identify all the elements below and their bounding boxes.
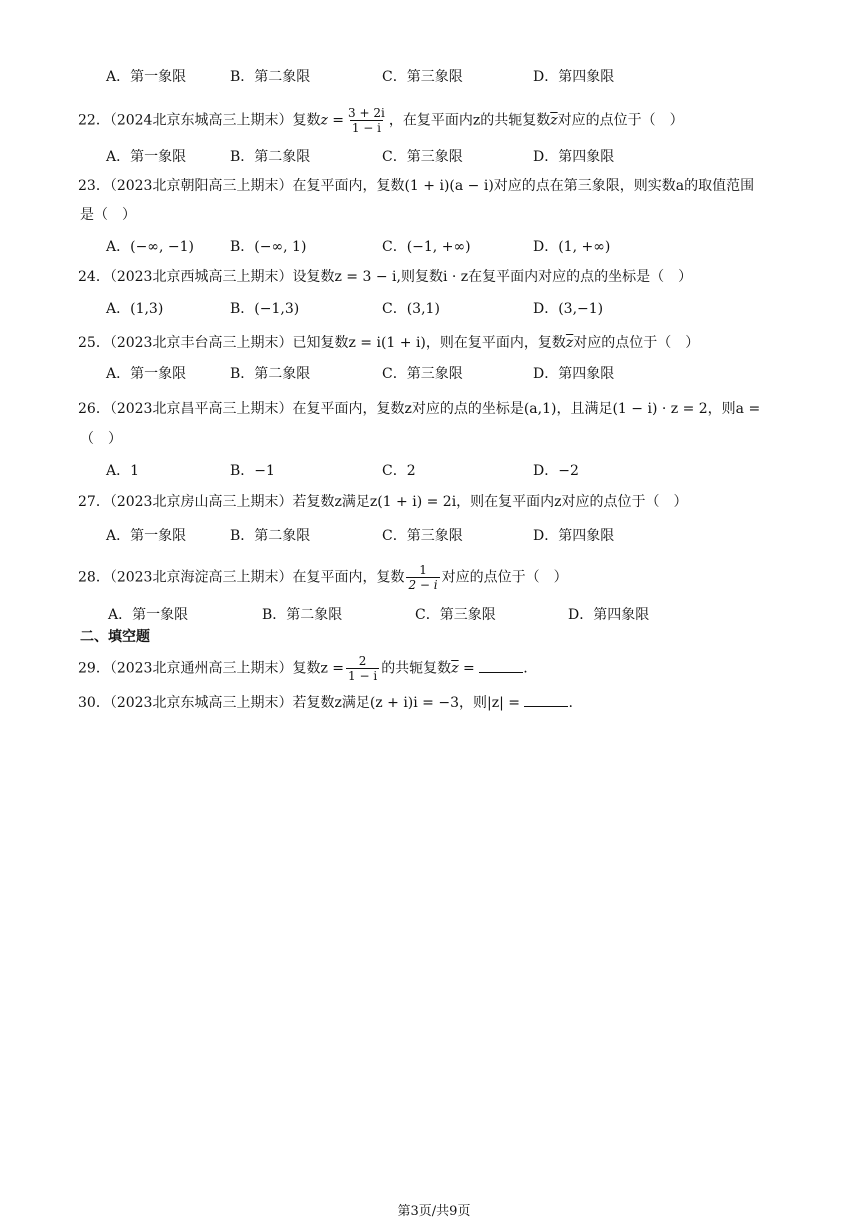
- q25-conj: $\overline{z}$: [565, 335, 574, 351]
- q27-text: 若复数z满足z(1 + i) = 2i，则在复平面内z对应的点位于（ ）: [292, 494, 688, 510]
- q22-option-b: B．第二象限: [230, 149, 311, 165]
- q25-option-a: A．第一象限: [106, 366, 187, 382]
- q22-option-c: C．第三象限: [382, 149, 463, 165]
- q28-frac-den: 2 − i: [408, 578, 438, 592]
- q22-conj: $\overline{z}$: [550, 112, 558, 129]
- q28-option-a: A．第一象限: [108, 607, 189, 623]
- q27-option-a: A．第一象限: [106, 528, 187, 544]
- q26-option-b: B．−1: [230, 463, 275, 479]
- question-25: [78, 334, 699, 352]
- q25-option-d: D．第四象限: [533, 366, 615, 382]
- q28-frac-num: 1: [419, 563, 427, 577]
- q24-option-c: C．(3,1): [382, 301, 440, 317]
- question-30: [78, 694, 573, 712]
- q24-text: 设复数z = 3 − i,则复数i · z在复平面内对应的点的坐标是（ ）: [292, 269, 693, 285]
- q26-source: （2023北京昌平高三上期末）: [109, 401, 293, 417]
- q22-math: z =: [320, 112, 345, 129]
- q26-option-d: D．−2: [533, 463, 579, 479]
- question-29: [78, 654, 528, 683]
- q23-text: 在复平面内，复数(1 + i)(a − i)对应的点在第三象限，则实数a的取值范围: [292, 178, 755, 194]
- q27-source: （2023北京房山高三上期末）: [109, 494, 293, 510]
- question-28: [78, 563, 568, 592]
- q25-source: （2023北京丰台高三上期末）: [109, 335, 293, 351]
- q29-frac-den: 1 − i: [348, 669, 378, 683]
- q29-post: 的共轭复数: [381, 660, 452, 677]
- q26-text: 在复平面内，复数z对应的点的坐标是(a,1)，且满足(1 − i) · z = 2，则a =: [292, 401, 761, 417]
- q29-end: .: [523, 660, 528, 677]
- q24-option-a: A．(1,3): [106, 301, 164, 317]
- q23-option-d: D．(1, +∞): [533, 239, 611, 255]
- q28-number: 28．: [78, 569, 110, 586]
- q30-number: 30．: [78, 695, 110, 711]
- q22-frac-num: 3 + 2i: [348, 106, 385, 120]
- q22-source: （2024北京东城高三上期末）: [109, 112, 293, 129]
- q28-option-b: B．第二象限: [262, 607, 343, 623]
- q28-tail: 对应的点位于（ ）: [441, 569, 568, 586]
- q29-frac-num: 2: [358, 654, 367, 668]
- q29-answer-blank[interactable]: [479, 660, 523, 673]
- question-22: [78, 106, 684, 135]
- q26-option-c: C．2: [382, 463, 416, 479]
- q29-source: （2023北京通州高三上期末）: [109, 660, 293, 677]
- q21-option-d: D．第四象限: [533, 69, 615, 85]
- q28-option-d: D．第四象限: [568, 607, 650, 623]
- q25-option-b: B．第二象限: [230, 366, 311, 382]
- q23-option-c: C．(−1, +∞): [382, 239, 471, 255]
- q21-option-b: B．第二象限: [230, 69, 311, 85]
- q22-tail: 对应的点位于（ ）: [557, 112, 684, 129]
- q27-option-b: B．第二象限: [230, 528, 311, 544]
- question-24: [78, 268, 692, 286]
- q27-option-c: C．第三象限: [382, 528, 463, 544]
- page-footer: 第3页/共9页: [397, 1204, 471, 1219]
- q28-source: （2023北京海淀高三上期末）: [109, 569, 293, 586]
- q22-frac-den: 1 − i: [351, 121, 381, 135]
- q23-text-cont: 是（ ）: [80, 207, 136, 223]
- q22-option-a: A．第一象限: [106, 149, 187, 165]
- q22-post: ，在复平面内z的共轭复数: [388, 112, 551, 129]
- q29-conj: $\overline{z}$: [451, 660, 459, 677]
- section-title-fill-in: 二、填空题: [80, 629, 150, 645]
- q22-option-d: D．第四象限: [533, 149, 615, 165]
- question-26: [78, 400, 760, 418]
- q23-source: （2023北京朝阳高三上期末）: [109, 178, 293, 194]
- q28-pre: 在复平面内，复数: [292, 569, 405, 586]
- q29-number: 29．: [78, 660, 110, 677]
- q30-source: （2023北京东城高三上期末）: [109, 695, 293, 711]
- q24-option-d: D．(3,−1): [533, 301, 604, 317]
- question-27: [78, 493, 688, 511]
- q25-number: 25．: [78, 335, 110, 351]
- q23-option-b: B．(−∞, 1): [230, 239, 307, 255]
- q30-end: .: [568, 695, 573, 711]
- q23-option-a: A．(−∞, −1): [106, 239, 194, 255]
- q30-answer-blank[interactable]: [524, 694, 568, 707]
- q29-pre: 复数z =: [292, 660, 345, 677]
- q25-tail: 对应的点位于（ ）: [573, 335, 700, 351]
- q24-option-b: B．(−1,3): [230, 301, 300, 317]
- q24-source: （2023北京西城高三上期末）: [109, 269, 293, 285]
- question-23: [78, 177, 754, 195]
- q28-option-c: C．第三象限: [415, 607, 496, 623]
- q28-fraction: [406, 563, 439, 592]
- q22-pre: 复数: [292, 112, 321, 129]
- q24-number: 24．: [78, 269, 110, 285]
- q29-tail: =: [458, 660, 475, 677]
- q27-number: 27．: [78, 494, 110, 510]
- q23-number: 23．: [78, 178, 110, 194]
- q21-option-c: C．第三象限: [382, 69, 463, 85]
- q21-option-a: A．第一象限: [106, 69, 187, 85]
- q26-number: 26．: [78, 401, 110, 417]
- q22-fraction: [346, 106, 387, 135]
- q30-text: 若复数z满足(z + i)i = −3，则|z| =: [292, 695, 520, 711]
- q27-option-d: D．第四象限: [533, 528, 615, 544]
- q25-option-c: C．第三象限: [382, 366, 463, 382]
- q29-fraction: [346, 654, 379, 683]
- q26-option-a: A．1: [106, 463, 140, 479]
- q26-text-cont: （ ）: [80, 431, 122, 447]
- q22-number: 22．: [78, 112, 110, 129]
- q25-pre: 已知复数z = i(1 + i)，则在复平面内，复数: [292, 335, 566, 351]
